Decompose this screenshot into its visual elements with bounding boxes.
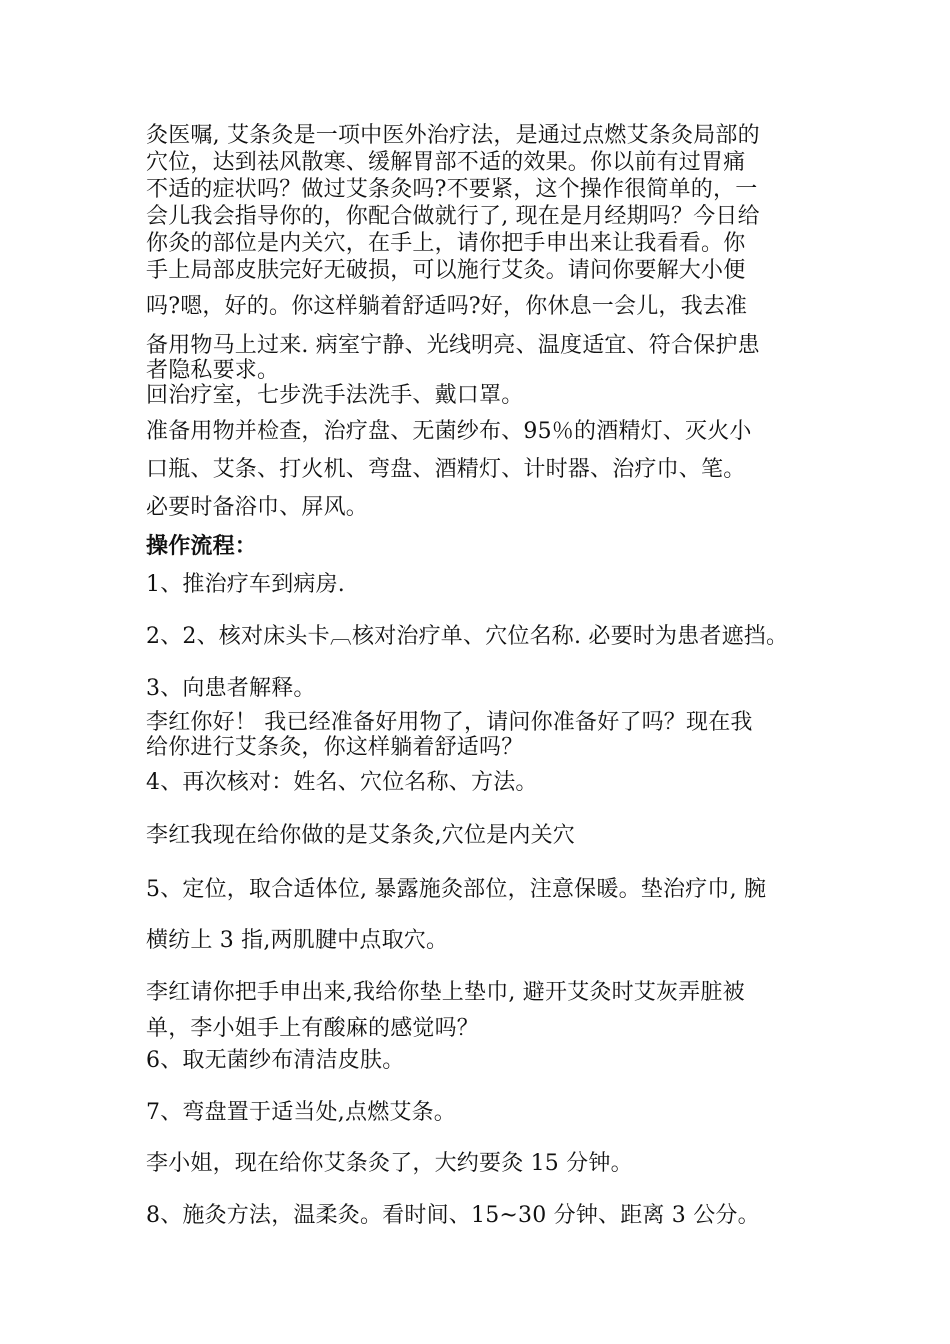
step-5-line-2: 横纺上 3 指,两肌腱中点取穴。 [146, 928, 449, 953]
step-5-line-1: 5、定位，取合适体位, 暴露施灸部位，注意保暖。垫治疗巾, 腕 [146, 877, 767, 902]
text-line-5: 你灸的部位是内关穴，在手上，请你把手申出来让我看看。你 [146, 231, 746, 256]
step-4: 4、再次核对：姓名、穴位名称、方法。 [146, 770, 538, 795]
text-line-3: 不适的症状吗？做过艾条灸吗?不要紧，这个操作很简单的，一 [146, 177, 758, 202]
text-line-11: 准备用物并检查，治疗盘、无菌纱布、95％的酒精灯、灭火小 [146, 419, 752, 444]
text-line-13: 必要时备浴巾、屏风。 [146, 495, 369, 520]
step-7: 7、弯盘置于适当处,点燃艾条。 [146, 1100, 456, 1125]
dialogue-line-6: 李小姐，现在给你艾条灸了，大约要灸 15 分钟。 [146, 1151, 633, 1176]
text-line-7: 吗?嗯，好的。你这样躺着舒适吗?好，你休息一会儿，我去准 [146, 294, 748, 319]
dialogue-line-5: 单，李小姐手上有酸麻的感觉吗？ [146, 1016, 480, 1041]
text-line-10: 回治疗室，七步洗手法洗手、戴口罩。 [146, 383, 524, 408]
step-3: 3、向患者解释。 [146, 676, 316, 701]
dialogue-line-1: 李红你好！ 我已经准备好用物了，请问你准备好了吗？现在我 [146, 710, 753, 735]
step-1: 1、推治疗车到病房. [146, 572, 345, 597]
text-line-2: 穴位，达到祛风散寒、缓解胃部不适的效果。你以前有过胃痛 [146, 150, 746, 175]
dialogue-line-4: 李红请你把手申出来,我给你垫上垫巾, 避开艾灸时艾灰弄脏被 [146, 980, 745, 1005]
dialogue-line-2: 给你进行艾条灸，你这样躺着舒适吗？ [146, 735, 524, 760]
step-8: 8、施灸方法，温柔灸。看时间、15~30 分钟、距离 3 公分。 [146, 1203, 760, 1228]
text-line-8: 备用物马上过来. 病室宁静、光线明亮、温度适宜、符合保护患 [146, 333, 760, 358]
dialogue-line-3: 李红我现在给你做的是艾条灸,穴位是内关穴 [146, 823, 575, 848]
text-line-12: 口瓶、艾条、打火机、弯盘、酒精灯、计时器、治疗巾、笔。 [146, 457, 746, 482]
text-line-6: 手上局部皮肤完好无破损，可以施行艾灸。请问你要解大小便 [146, 258, 746, 283]
section-heading: 操作流程： [146, 533, 258, 559]
step-6: 6、取无菌纱布清洁皮肤。 [146, 1048, 405, 1073]
step-2: 2、2、核对床头卡︹核对治疗单、穴位名称. 必要时为患者遮挡。 [146, 624, 789, 649]
text-line-4: 会儿我会指导你的，你配合做就行了, 现在是月经期吗？今日给 [146, 204, 760, 229]
text-line-1: 灸医嘱, 艾条灸是一项中医外治疗法，是通过点燃艾条灸局部的 [146, 123, 760, 148]
text-line-9: 者隐私要求。 [146, 358, 280, 383]
